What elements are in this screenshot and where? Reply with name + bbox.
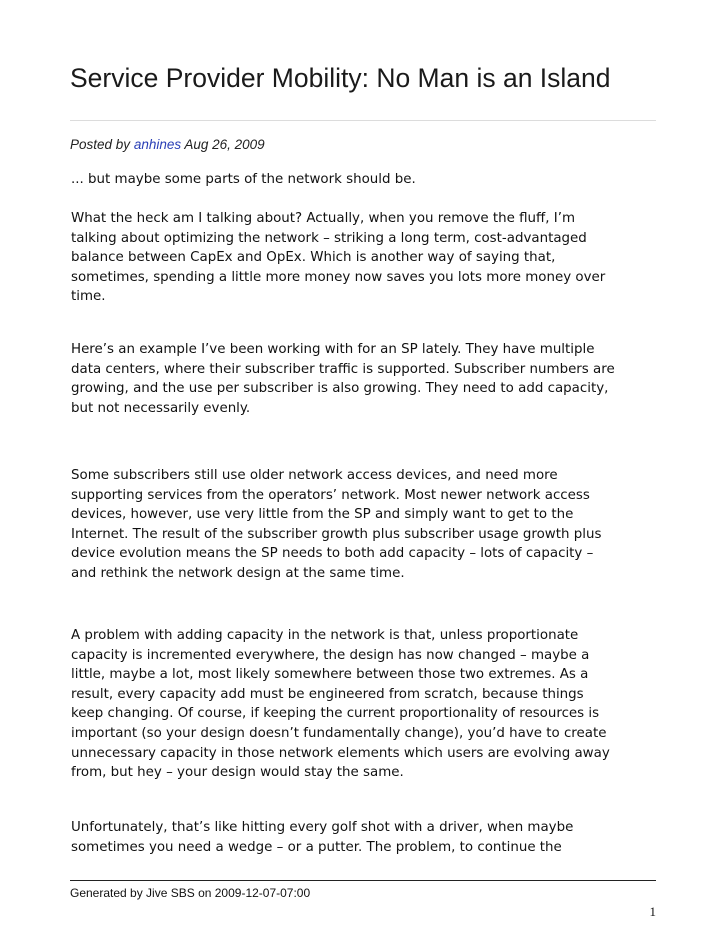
paragraph-line: devices, however, use very little from the SP and simply want to get to the — [71, 507, 574, 523]
paragraph-line: capacity is incremented everywhere, the design has now changed – maybe a — [71, 647, 590, 663]
paragraph-line: data centers, where their subscriber traffic is supported. Subscriber numbers are — [71, 361, 615, 377]
paragraph-line: little, maybe a lot, most likely somewhere between those two extremes. As a — [71, 667, 589, 683]
footer-generated-note: Generated by Jive SBS on 2009-12-07-07:00 — [70, 886, 311, 900]
paragraph-line: Some subscribers still use older network access devices, and need more — [71, 468, 558, 483]
paragraph-line: from, but hey – your design would stay the same. — [71, 765, 404, 781]
post-date: Aug 26, 2009 — [184, 137, 265, 152]
paragraph-line: Internet. The result of the subscriber growth plus subscriber usage growth plus — [71, 526, 602, 542]
paragraph-line: unnecessary capacity in those network elements which users are evolving away — [71, 745, 610, 761]
paragraph-golf — [71, 818, 661, 857]
paragraph-example — [71, 340, 661, 418]
page-number: 1 — [649, 904, 656, 919]
paragraph-line: Unfortunately, that’s like hitting every golf shot with a driver, when maybe — [71, 820, 574, 835]
paragraph-line: ... but maybe some parts of the network should be. — [71, 172, 416, 187]
title-divider — [70, 120, 656, 121]
article-byline — [70, 136, 265, 154]
paragraph-line: device evolution means the SP needs to both add capacity – lots of capacity – — [71, 546, 594, 562]
article-title: Service Provider Mobility: No Man is an Island — [70, 63, 611, 93]
paragraph-subscribers — [71, 466, 661, 584]
paragraph-line: sometimes, spending a little more money now saves you lots more money over — [71, 269, 606, 285]
paragraph-line: and rethink the network design at the same time. — [71, 565, 405, 581]
paragraph-optimizing — [71, 209, 661, 307]
paragraph-intro — [71, 170, 661, 190]
paragraph-line: talking about optimizing the network – striking a long term, cost-advantaged — [71, 230, 587, 246]
paragraph-line: but not necessarily evenly. — [71, 400, 251, 416]
paragraph-line: growing, and the use per subscriber is also growing. They need to add capacity, — [71, 381, 609, 397]
paragraph-line: balance between CapEx and OpEx. Which is another way of saying that, — [71, 250, 556, 266]
paragraph-line: keep changing. Of course, if keeping the current proportionality of resources is — [71, 706, 600, 722]
paragraph-line: important (so your design doesn’t fundamentally change), you’d have to create — [71, 725, 607, 741]
author-link[interactable]: anhines — [133, 137, 182, 152]
footer-divider — [70, 880, 656, 881]
paragraph-line: What the heck am I talking about? Actually, when you remove the fluff, I’m — [71, 211, 576, 226]
posted-by-label: Posted by — [70, 137, 131, 152]
paragraph-capacity-problem — [71, 626, 661, 783]
paragraph-line: A problem with adding capacity in the network is that, unless proportionate — [71, 628, 579, 643]
paragraph-line: sometimes you need a wedge – or a putter. The problem, to continue the — [71, 839, 562, 855]
paragraph-line: Here’s an example I’ve been working with for an SP lately. They have multiple — [71, 342, 595, 357]
paragraph-line: result, every capacity add must be engineered from scratch, because things — [71, 686, 584, 702]
paragraph-line: time. — [71, 289, 106, 305]
paragraph-line: supporting services from the operators’ network. Most newer network access — [71, 487, 590, 503]
